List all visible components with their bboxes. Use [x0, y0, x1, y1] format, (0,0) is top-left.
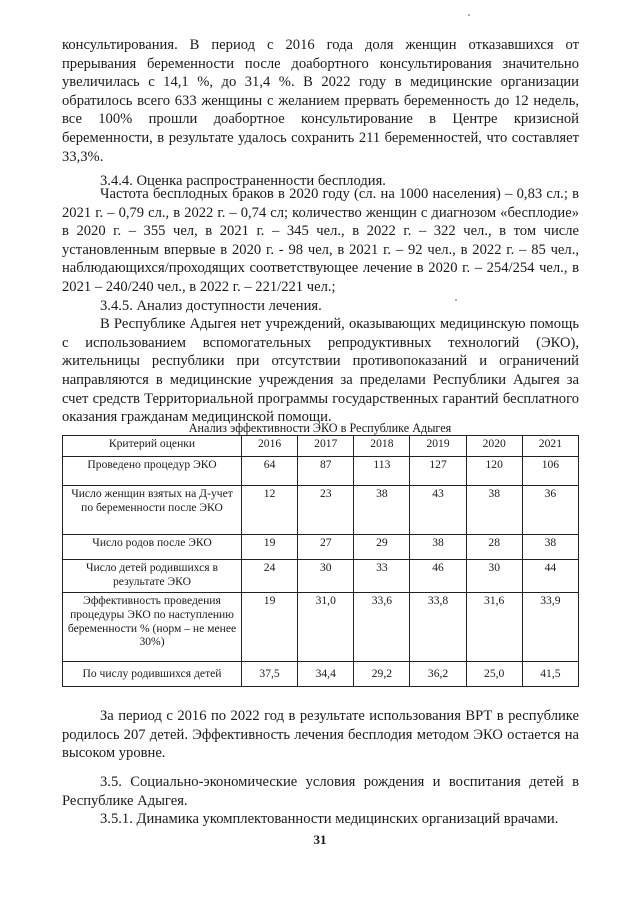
header-year: 2019 — [410, 436, 466, 457]
table-cell: 25,0 — [466, 662, 522, 687]
table-cell: 33,9 — [522, 593, 578, 662]
table-cell: 33,8 — [410, 593, 466, 662]
treatment-availability-paragraph: В Республике Адыгея нет учреждений, оказывающих медицинскую помощь с использованием вспомогательных репродуктивных технологий (ЭКО), жительницы республики при отсутствии противопоказаний и ограничений направляются в медицинские учреждения за пределами Республики Адыгея за счет средств Территориальной программы государственных гарантий бесплатного оказания гражданам медицинской помощи. — [62, 316, 579, 426]
table-cell: 31,6 — [466, 593, 522, 662]
header-year: 2017 — [298, 436, 354, 457]
table-cell: 29 — [354, 535, 410, 560]
table-header-row — [63, 436, 579, 457]
table-cell: 33 — [354, 560, 410, 593]
section-3-4-4-heading: 3.4.4. Оценка распространенности бесплодия. — [100, 173, 386, 190]
table-cell: 30 — [298, 560, 354, 593]
table-row — [63, 457, 579, 486]
infertility-paragraph: Частота бесплодных браков в 2020 году (сл. на 1000 населения) – 0,83 сл.; в 2021 г. – 0,79 сл., в 2022 г. – 0,74 сл; количество женщин с диагнозом «бесплодие» в 2020 г. – 355 чел, в 2021 г. – 345 чел., в 2022 г. – 322 чел., в том числе установленным впервые в 2020 г. - 98 чел, в 2021 г. – 92 чел., в 2022 г. – 85 чел., наблюдающихся/проходящих соответствующее лечение в 2020 г. – 254/254 чел., в 2021 – 240/240 чел., в 2022 г. – 221/221 чел.; — [62, 186, 579, 295]
table-cell: 38 — [410, 535, 466, 560]
intro-paragraph-block — [62, 36, 579, 191]
header-year: 2021 — [522, 436, 578, 457]
conclusion-paragraph: За период с 2016 по 2022 год в результате использования ВРТ в республике родилось 207 детей. Эффективность лечения бесплодия методом ЭКО остается на высоком уровне. — [62, 708, 579, 762]
header-year: 2018 — [354, 436, 410, 457]
section-3-5-1-heading: 3.5.1. Динамика укомплектованности медицинских организаций врачами. — [100, 811, 559, 828]
table-cell: 38 — [522, 535, 578, 560]
row-criterion: Проведено процедур ЭКО — [63, 457, 242, 486]
table-cell: 28 — [466, 535, 522, 560]
header-criterion: Критерий оценки — [63, 436, 242, 457]
intro-paragraph: консультирования. В период с 2016 года доля женщин отказавшихся от прерывания беременности после доабортного консультирования значительно увеличилась с 14,1 %, до 31,4 %. В 2022 году в медицинские организации обратилось всего 633 женщины с желанием прервать беременность до 12 недель, все 100% прошли доабортное консультирование в Центре кризисной беременности, в результате удалось сохранить 211 беременностей, что составляет 33,3%. — [62, 37, 579, 165]
table-cell: 44 — [522, 560, 578, 593]
table-cell: 127 — [410, 457, 466, 486]
table-cell: 46 — [410, 560, 466, 593]
table-cell: 41,5 — [522, 662, 578, 687]
section-3-5-heading: 3.5. Социально-экономические условия рождения и воспитания детей в Республике Адыгея. — [62, 774, 579, 809]
header-year: 2020 — [466, 436, 522, 457]
table-cell: 23 — [298, 486, 354, 535]
table-cell: 19 — [242, 535, 298, 560]
section-3-4-5-heading: 3.4.5. Анализ доступности лечения. — [100, 297, 322, 314]
row-criterion: По числу родившихся детей — [63, 662, 242, 687]
table-cell: 24 — [242, 560, 298, 593]
table-row — [63, 486, 579, 535]
table-cell: 27 — [298, 535, 354, 560]
conclusion-block — [62, 707, 579, 763]
table-cell: 12 — [242, 486, 298, 535]
table-caption: Анализ эффективности ЭКО в Республике Адыгея — [188, 421, 452, 435]
row-criterion: Число родов после ЭКО — [63, 535, 242, 560]
table-cell: 31,0 — [298, 593, 354, 662]
table-cell: 38 — [354, 486, 410, 535]
table-cell: 43 — [410, 486, 466, 535]
table-cell: 64 — [242, 457, 298, 486]
table-cell: 120 — [466, 457, 522, 486]
table-row — [63, 662, 579, 687]
table-cell: 87 — [298, 457, 354, 486]
table-cell: 36 — [522, 486, 578, 535]
row-criterion: Число детей родившихся в результате ЭКО — [63, 560, 242, 593]
row-criterion: Эффективность проведения процедуры ЭКО по наступлению беременности % (норм – не менее 30%) — [63, 593, 242, 662]
table-row — [63, 560, 579, 593]
table-row — [63, 535, 579, 560]
table-cell: 30 — [466, 560, 522, 593]
table-cell: 113 — [354, 457, 410, 486]
table-cell: 36,2 — [410, 662, 466, 687]
table-cell: 38 — [466, 486, 522, 535]
eko-efficiency-table — [62, 435, 579, 687]
table-row — [63, 593, 579, 662]
header-year: 2016 — [242, 436, 298, 457]
page-number: 31 — [313, 832, 327, 847]
table-cell: 34,4 — [298, 662, 354, 687]
table-cell: 33,6 — [354, 593, 410, 662]
section-3-4-4-block — [62, 185, 579, 427]
table-cell: 19 — [242, 593, 298, 662]
scan-speck — [455, 299, 457, 301]
section-3-5-block — [62, 773, 579, 829]
row-criterion: Число женщин взятых на Д-учет по беременности после ЭКО — [63, 486, 242, 535]
table-cell: 37,5 — [242, 662, 298, 687]
table-cell: 106 — [522, 457, 578, 486]
scan-speck — [468, 14, 470, 16]
table-cell: 29,2 — [354, 662, 410, 687]
